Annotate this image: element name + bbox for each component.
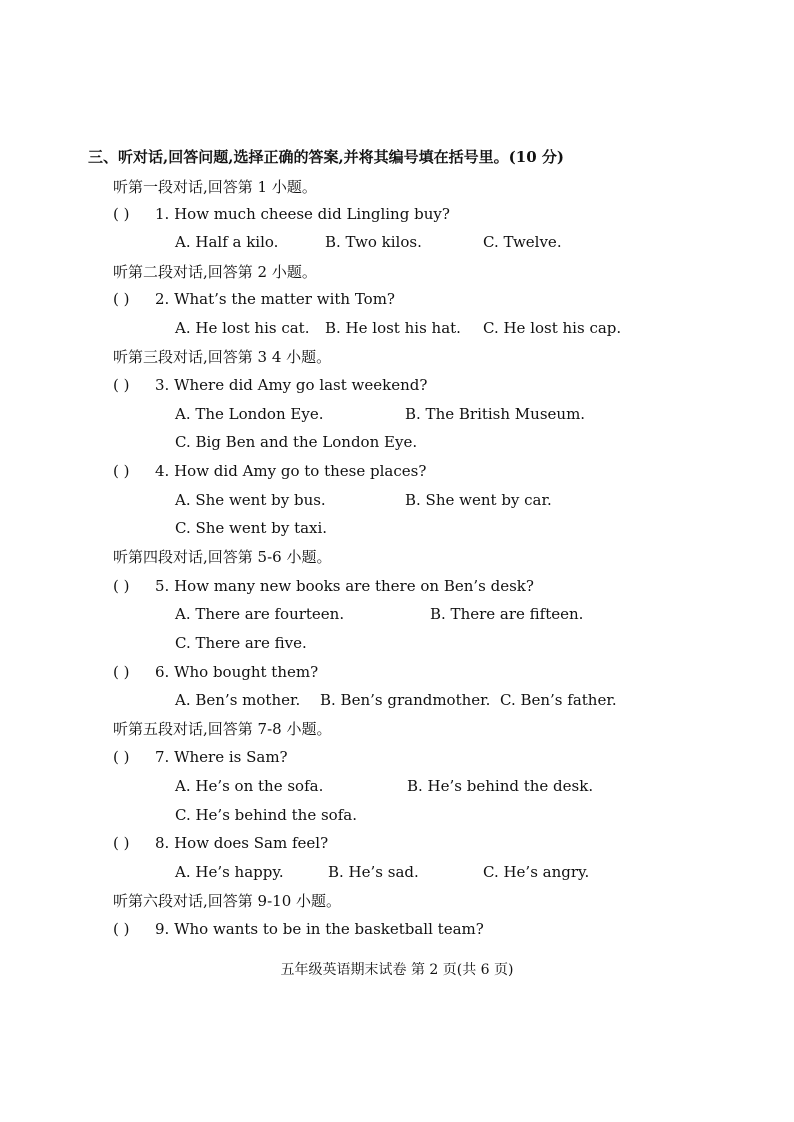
question-5: 5. How many new books are there on Ben’s desk? bbox=[155, 577, 534, 595]
question-3: 3. Where did Amy go last weekend? bbox=[155, 376, 428, 394]
answer-blank-1[interactable]: ( ) bbox=[113, 205, 130, 223]
question-6: 6. Who bought them? bbox=[155, 663, 319, 681]
answer-blank-6[interactable]: ( ) bbox=[113, 663, 130, 681]
option-5b: B. There are fifteen. bbox=[430, 605, 584, 623]
option-8c: C. He’s angry. bbox=[483, 863, 590, 881]
group-instruction-3: 听第三段对话,回答第 3 4 小题。 bbox=[113, 348, 332, 366]
group-instruction-5: 听第五段对话,回答第 7-8 小题。 bbox=[113, 720, 332, 738]
option-7c: C. He’s behind the sofa. bbox=[175, 806, 357, 824]
option-5c: C. There are five. bbox=[175, 634, 307, 652]
page-footer: 五年级英语期末试卷 第 2 页(共 6 页) bbox=[280, 962, 514, 978]
question-1: 1. How much cheese did Lingling buy? bbox=[155, 205, 450, 223]
option-8b: B. He’s sad. bbox=[328, 863, 419, 881]
answer-blank-9[interactable]: ( ) bbox=[113, 920, 130, 938]
answer-blank-7[interactable]: ( ) bbox=[113, 748, 130, 766]
answer-blank-8[interactable]: ( ) bbox=[113, 834, 130, 852]
group-instruction-2: 听第二段对话,回答第 2 小题。 bbox=[113, 263, 317, 281]
option-6c: C. Ben’s father. bbox=[500, 691, 617, 709]
option-2b: B. He lost his hat. bbox=[325, 319, 461, 337]
option-7b: B. He’s behind the desk. bbox=[407, 777, 594, 795]
option-6b: B. Ben’s grandmother. bbox=[320, 691, 491, 709]
option-1c: C. Twelve. bbox=[483, 233, 562, 251]
answer-blank-4[interactable]: ( ) bbox=[113, 462, 130, 480]
option-1b: B. Two kilos. bbox=[325, 233, 422, 251]
answer-blank-3[interactable]: ( ) bbox=[113, 376, 130, 394]
option-6a: A. Ben’s mother. bbox=[175, 691, 301, 709]
option-4b: B. She went by car. bbox=[405, 491, 552, 509]
group-instruction-4: 听第四段对话,回答第 5-6 小题。 bbox=[113, 548, 332, 566]
option-4c: C. She went by taxi. bbox=[175, 519, 328, 537]
option-5a: A. There are fourteen. bbox=[175, 605, 345, 623]
option-4a: A. She went by bus. bbox=[175, 491, 326, 509]
option-3b: B. The British Museum. bbox=[405, 405, 586, 423]
option-1a: A. Half a kilo. bbox=[175, 233, 279, 251]
section-title: 三、听对话,回答问题,选择正确的答案,并将其编号填在括号里。(10 分) bbox=[88, 148, 564, 166]
question-9: 9. Who wants to be in the basketball team? bbox=[155, 920, 484, 938]
question-8: 8. How does Sam feel? bbox=[155, 834, 329, 852]
option-8a: A. He’s happy. bbox=[175, 863, 284, 881]
group-instruction-6: 听第六段对话,回答第 9-10 小题。 bbox=[113, 892, 342, 910]
group-instruction-1: 听第一段对话,回答第 1 小题。 bbox=[113, 178, 317, 196]
answer-blank-5[interactable]: ( ) bbox=[113, 577, 130, 595]
option-3a: A. The London Eye. bbox=[175, 405, 324, 423]
question-4: 4. How did Amy go to these places? bbox=[155, 462, 427, 480]
question-2: 2. What’s the matter with Tom? bbox=[155, 290, 395, 308]
option-7a: A. He’s on the sofa. bbox=[175, 777, 324, 795]
option-2a: A. He lost his cat. bbox=[175, 319, 310, 337]
option-3c: C. Big Ben and the London Eye. bbox=[175, 433, 418, 451]
question-7: 7. Where is Sam? bbox=[155, 748, 288, 766]
option-2c: C. He lost his cap. bbox=[483, 319, 622, 337]
answer-blank-2[interactable]: ( ) bbox=[113, 290, 130, 308]
